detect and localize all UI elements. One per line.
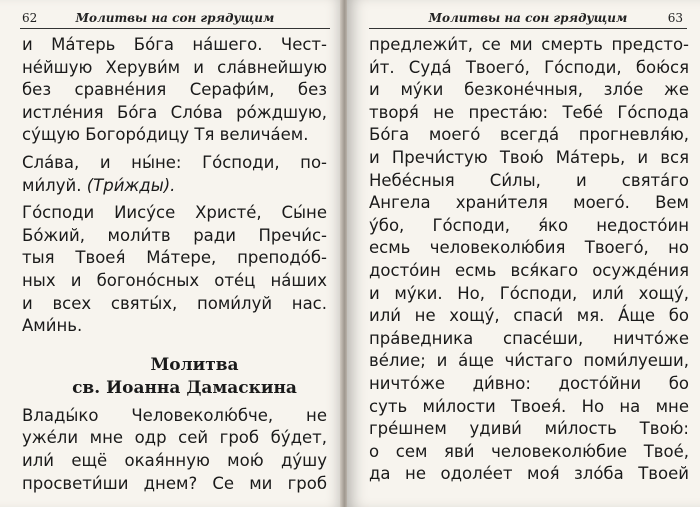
text-line: ничто́же ди́вно: досто́йни бо bbox=[369, 373, 689, 393]
text-line: предлежи́т, се ми смерть предсто- bbox=[369, 35, 689, 54]
text-line: о сем яви́ человеколю́бие Твое́, bbox=[369, 441, 689, 461]
text-line: ве́лие; и а́ще чи́стаго поми́луеши, bbox=[369, 351, 689, 371]
text-line: и му́ки безконе́чныя, зло́е же bbox=[369, 80, 689, 100]
text-line: и всех святы́х, поми́луй нас. bbox=[22, 293, 327, 313]
text-line: у́бо, Го́споди, я́ко недосто́ин bbox=[369, 215, 689, 235]
text-line: и му́ки. Но, Го́споди, или́ хощу́, bbox=[369, 283, 689, 303]
text-line: досто́ин есмь вся́каго осужде́ния bbox=[369, 260, 689, 280]
right-page-header bbox=[369, 8, 687, 29]
text-line bbox=[22, 175, 327, 198]
left-page bbox=[0, 0, 342, 507]
prayer-heading-subtitle: св. Иоанна Дамаскина bbox=[72, 377, 297, 398]
text-line: истле́ния Бо́га Сло́ва ро́ждшую, bbox=[22, 102, 327, 122]
text-line: и Пречи́стую Твою́ Ма́терь, и вся bbox=[369, 147, 689, 167]
running-title-left: Молитвы на сон грядущим bbox=[75, 11, 275, 25]
text-line: су́щую Богоро́дицу Тя велича́ем. bbox=[22, 125, 309, 145]
text-line: Ами́нь. bbox=[22, 316, 83, 336]
text-line: уже́ли мне одр сей гроб бу́дет, bbox=[22, 428, 327, 448]
text-line: гре́шнем удиви́ ми́лость Твою́: bbox=[369, 419, 689, 439]
prayer-heading: Молитва bbox=[150, 354, 239, 375]
text-line: тыя Твоея́ Ма́тере, преподо́б- bbox=[22, 248, 327, 268]
left-page-text bbox=[22, 34, 327, 495]
text-line: Бо́га моего́ всегда́ прогневля́ю, bbox=[369, 125, 689, 145]
text-line: пра́ведника спасе́ши, ничто́же bbox=[369, 328, 689, 348]
running-title-right: Молитвы на сон грядущим bbox=[428, 11, 628, 25]
text-line: Небе́сныя Си́лы, и свята́го bbox=[369, 170, 689, 190]
page-number-left: 62 bbox=[22, 11, 38, 25]
page-number-right: 63 bbox=[667, 11, 683, 25]
text-line: ных и богоно́сных оте́ц на́ших bbox=[22, 270, 327, 290]
right-page-text bbox=[369, 34, 689, 486]
left-page-header bbox=[20, 8, 330, 29]
text-line: Го́споди Иису́се Христе́, Сы́не bbox=[22, 203, 327, 223]
text-line: есмь человеколю́бия Твоего́, но bbox=[369, 238, 689, 258]
text-line: творя́ не преста́ю: Тебе́ Го́спода bbox=[369, 102, 689, 122]
text-line: Бо́жий, моли́тв ради Пречи́с- bbox=[22, 225, 327, 245]
text-line: Влады́ко Человеколю́бче, не bbox=[22, 405, 327, 425]
text-span: ми́луй. bbox=[22, 175, 87, 195]
text-line: не́йшую Херуви́м и сла́внейшую bbox=[22, 57, 327, 77]
text-line: или́ не хощу́, спаси́ мя. А́ще бо bbox=[369, 306, 689, 326]
rubric-thrice: (Три́жды). bbox=[86, 175, 176, 195]
text-line: да не одоле́ет моя́ зло́ба Твоей bbox=[369, 464, 689, 484]
text-line: просвети́ши днем? Се ми гроб bbox=[22, 473, 327, 493]
text-line: или́ ещё окая́нную мою́ ду́шу bbox=[22, 450, 327, 470]
text-line: Ангела храни́теля моего́. Вем bbox=[369, 193, 689, 213]
text-line: Сла́ва, и ны́не: Го́споди, по- bbox=[22, 152, 327, 172]
right-page bbox=[347, 0, 700, 507]
text-line: суть ми́лости Твоея́. Но на мне bbox=[369, 396, 689, 416]
text-line: без сравне́ния Серафи́м, без bbox=[22, 80, 327, 100]
text-line: и́т. Суда́ Твоего́, Го́споди, бою́ся bbox=[369, 57, 689, 77]
text-line: и Ма́терь Бо́га на́шего. Чест- bbox=[22, 35, 327, 54]
